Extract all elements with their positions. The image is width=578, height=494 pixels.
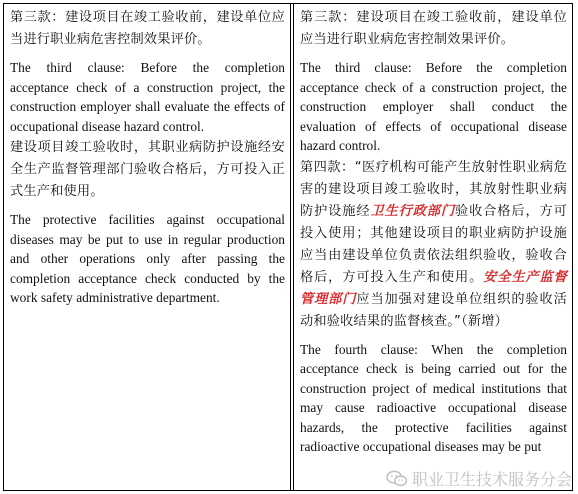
clause4-text-a: 第四款：“医疗机构可能产生放射性职业病危害的建设项目竣工验收时，其放射性职业病防护设施经: [300, 159, 567, 219]
clause4-text-c: 应当加强对建设单位组织的验收活动和验收结果的监督核查。”（新增）: [300, 291, 567, 329]
left-clause3-zh: 第三款：建设项目在竣工验收前，建设单位应当进行职业病危害控制效果评价。: [10, 10, 285, 47]
left-acceptance-zh: 建设项目竣工验收时，其职业病防护设施经安全生产监督管理部门验收合格后，方可投入正式生产和使用。: [10, 140, 285, 199]
watermark: [386, 467, 572, 490]
right-clause3-zh: 第三款：建设项目在竣工验收前，建设单位应当进行职业病危害控制效果评价。: [300, 10, 567, 47]
revised-column: [293, 4, 572, 490]
watermark-text: 职业卫生技术服务分会: [411, 470, 572, 489]
clause4-text-b: 验收合格后，方可投入使用；其他建设项目的职业病防护设施应当由建设单位负责依法组织验收，验收合格后，方可投入生产和使用。: [300, 203, 568, 285]
right-clause4-en: The fourth clause: When the completion acceptance check is being carried out for the construction project of medical institutions that may cause radioactive occupational disease hazards, the protective facilities against radioactive occupational diseases may be put: [300, 341, 567, 454]
original-column: [4, 4, 291, 490]
wechat-icon: [386, 470, 408, 488]
left-acceptance-en: The protective facilities against occupational diseases may be put to use in regular production and other operations only after passing the completion acceptance check conducted by the work safety administrative department.: [10, 212, 285, 305]
highlight-health-dept: 卫生行政部门: [370, 203, 455, 219]
right-clause3-en: The third clause: Before the completion acceptance check of a construction project, the construction employer shall conduct the evaluation of effects of occupational disease hazard control.: [300, 60, 567, 153]
right-clause4-zh: [300, 157, 567, 333]
highlight-safety-dept: 安全生产监督管理部门: [300, 269, 567, 307]
comparison-table: [3, 3, 573, 491]
left-clause3-en: The third clause: Before the completion acceptance check of a construction project, the construction employer shall evaluate the effects of occupational disease hazard control.: [10, 60, 285, 134]
